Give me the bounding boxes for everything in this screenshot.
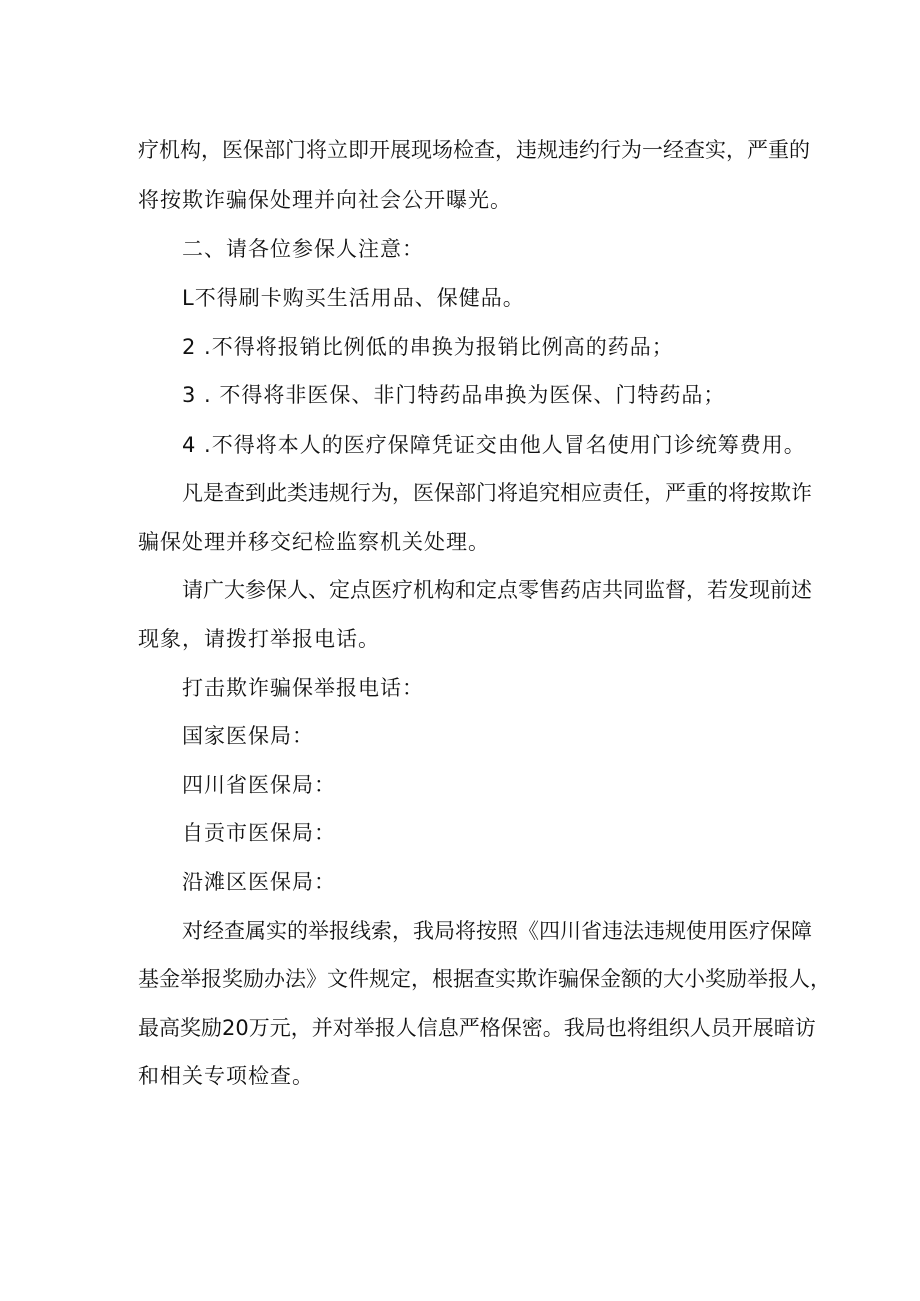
hotline-yantan: 沿滩区医保局： (182, 870, 336, 894)
paragraph-line: 最高奖励20万元，并对举报人信息严格保密。我局也将组织人员开展暗访 (138, 1016, 816, 1040)
paragraph-line: 对经查属实的举报线索，我局将按照《四川省违法违规使用医疗保障 (182, 919, 812, 943)
hotline-zigong: 自贡市医保局： (182, 821, 336, 845)
hotline-heading: 打击欺诈骗保举报电话： (182, 676, 424, 700)
paragraph-line: 现象，请拨打举报电话。 (138, 627, 380, 651)
paragraph-line: 骗保处理并移交纪检监察机关处理。 (138, 530, 490, 554)
paragraph-line: 将按欺诈骗保处理并向社会公开曝光。 (138, 188, 512, 212)
list-item: L不得刷卡购买生活用品、保健品。 (182, 286, 525, 310)
paragraph-line: 和相关专项检查。 (138, 1064, 314, 1088)
paragraph-line: 疗机构，医保部门将立即开展现场检查，违规违约行为一经查实，严重的 (138, 138, 810, 162)
paragraph-line: 请广大参保人、定点医疗机构和定点零售药店共同监督，若发现前述 (182, 578, 812, 602)
hotline-national: 国家医保局： (182, 724, 314, 748)
list-item: 2 .不得将报销比例低的串换为报销比例高的药品； (182, 335, 674, 359)
paragraph-line: 基金举报奖励办法》文件规定，根据查实欺诈骗保金额的大小奖励举报人， (138, 967, 831, 991)
paragraph-line: 凡是查到此类违规行为，医保部门将追究相应责任，严重的将按欺诈 (182, 481, 812, 505)
list-item: 3 . 不得将非医保、非门特药品串换为医保、门特药品； (182, 383, 726, 407)
section-heading: 二、请各位参保人注意： (182, 237, 424, 261)
hotline-sichuan: 四川省医保局： (182, 773, 336, 797)
list-item: 4 .不得将本人的医疗保障凭证交由他人冒名使用门诊统筹费用。 (182, 433, 806, 457)
